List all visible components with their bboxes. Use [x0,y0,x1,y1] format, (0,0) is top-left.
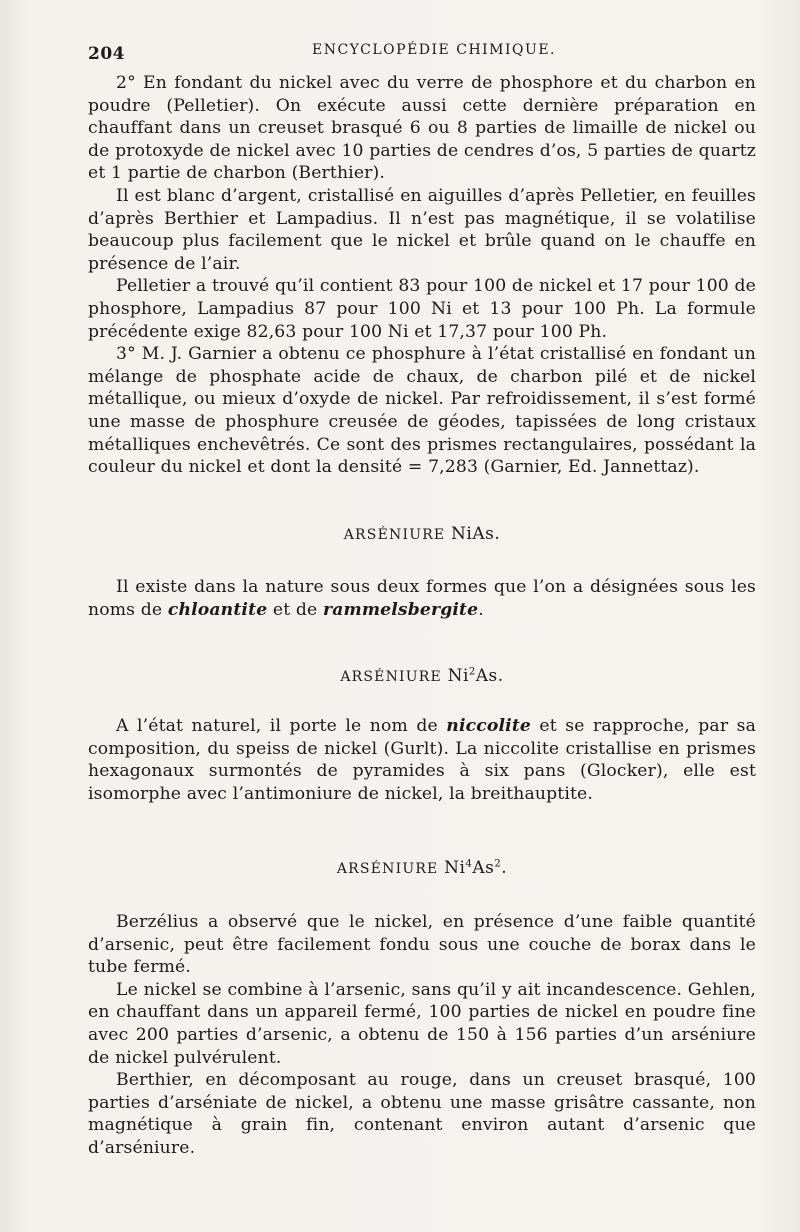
section-label: ARSÉNIURE [340,669,442,686]
paragraph-preparation-2: 2° En fondant du nickel avec du verre de phosphore et du charbon en poudre (Pelletier). On exécute aussi cette dernière préparation en chauffant dans un creuset brasqué 6 ou 8 parties de limaille de nickel ou de protoxyde de nickel avec 10 parties de cendres d’os, 5 parties de quartz et 1 partie de charbon (Berthier). [88,73,756,184]
formula-part: As. [475,666,504,687]
formula-subscript: 2 [468,666,476,678]
paragraph-berzelius: Berzélius a observé que le nickel, en présence d’une faible quantité d’arsenic, peut être facilement fondu sous une couche de borax dans le tube fermé. [88,912,756,978]
paragraph-composition: Pelletier a trouvé qu’il contient 83 pour 100 de nickel et 17 pour 100 de phosphore, Lampadius 87 pour 100 Ni et 13 pour 100 Ph. La formule précédente exige 82,63 pour 100 Ni et 17,37 pour 100 Ph. [88,276,756,342]
text-run: et de [267,599,323,620]
page-header [88,38,768,64]
section-formula: NiAs. [451,523,501,544]
section-title-ni2as [88,665,756,689]
paragraph-nias [88,576,756,621]
formula-part: Ni [447,666,469,687]
section-title-ni4as2 [88,857,756,881]
mineral-name: chloantite [167,599,268,620]
section-label: ARSÉNIURE [336,861,439,878]
formula-part: . [501,858,508,879]
formula-subscript: 2 [494,858,502,870]
text-run: Il existe dans la nature sous deux formes que l’on a désignées sous les noms de [88,577,756,620]
formula-subscript: 4 [465,858,473,870]
page-number: 204 [88,44,125,64]
mineral-name: rammelsbergite [322,599,479,620]
section-formula [448,666,504,686]
paragraph-gehlen: Le nickel se combine à l’arsenic, sans qu’il y ait incandescence. Gehlen, en chauffant dans un appareil fermé, 100 parties de nickel en poudre fine avec 200 parties d’arsenic, a obtenu de 150 à 156 parties d’un arséniure de nickel pulvérulent. [88,979,756,1068]
text-run: A l’état naturel, il porte le nom de [116,716,447,737]
running-head: ENCYCLOPÉDIE CHIMIQUE. [312,42,556,58]
text-run: . [478,599,484,620]
text-run: et se rapproche, par sa composition, du speiss de nickel (Gurlt). La niccolite cristallise en prismes hexagonaux surmontés de pyramides à six pans (Glocker), elle est isomorphe avec l’antimoniure de nickel, la breithauptite. [88,716,756,804]
section-title-nias [88,523,756,547]
paragraph-properties: Il est blanc d’argent, cristallisé en aiguilles d’après Pelletier, en feuilles d’après Berthier et Lampadius. Il n’est pas magnétique, il se volatilise beaucoup plus facilement que le nickel et brûle quand on le chauffe en présence de l’air. [88,185,756,274]
page-body [88,72,756,1160]
formula-part: Ni [444,858,466,879]
formula-part: As [472,858,495,879]
paragraph-berthier: Berthier, en décomposant au rouge, dans un creuset brasqué, 100 parties d’arséniate de nickel, a obtenu une masse grisâtre cassante, non magnétique à grain fin, contenant environ autant d’arsenic que d’arséniure. [88,1070,756,1158]
section-label: ARSÉNIURE [343,526,446,543]
paragraph-preparation-3: 3° M. J. Garnier a obtenu ce phosphure à l’état cristallisé en fondant un mélange de phosphate acide de chaux, de charbon pilé et de nickel métallique, ou mieux d’oxyde de nickel. Par refroidissement, il s’est formé une masse de phosphure creusée de géodes, tapissées de long cristaux métalliques enchevêtrés. Ce sont des prismes rectangulaires, possédant la couleur du nickel et dont la densité = 7,283 (Garnier, Ed. Jannettaz). [88,344,756,478]
paragraph-ni2as [88,715,756,805]
mineral-name: niccolite [446,716,531,737]
section-formula [444,858,507,878]
